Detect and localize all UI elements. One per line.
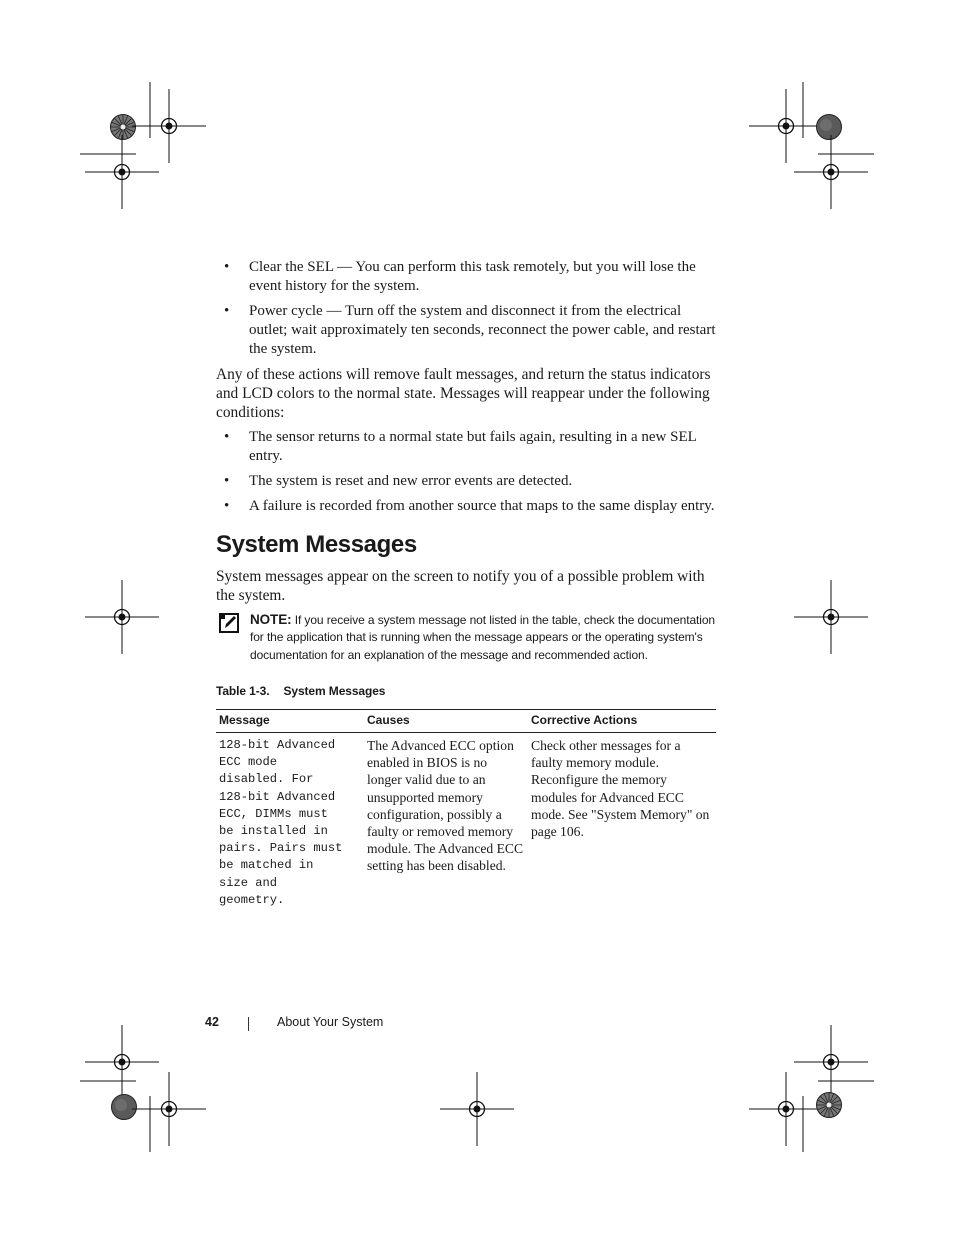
section-intro: System messages appear on the screen to notify you of a possible problem with the system. bbox=[216, 568, 705, 604]
column-header-corrective-actions: Corrective Actions bbox=[528, 709, 716, 732]
table-title: System Messages bbox=[283, 683, 386, 698]
page-content bbox=[216, 258, 716, 909]
message-cell: 128-bit Advanced ECC mode disabled. For 128-bit Advanced ECC, DIMMs must be installed in pairs. Pairs must be matched in size and geometry. bbox=[219, 737, 343, 907]
table-number: Table 1-3. bbox=[216, 683, 270, 698]
page-number: 42 bbox=[205, 1015, 219, 1029]
table-row bbox=[216, 732, 716, 909]
note-callout bbox=[216, 611, 716, 664]
column-header-causes: Causes bbox=[364, 709, 528, 732]
table-header-row bbox=[216, 709, 716, 732]
system-messages-table bbox=[216, 709, 716, 909]
list-item: • Power cycle — Turn off the system and disconnect it from the electrical outlet; wait approximately ten seconds, reconnect the power cable, and restart the system. bbox=[224, 303, 716, 357]
column-header-message: Message bbox=[216, 709, 364, 732]
list-item: • The system is reset and new error events are detected. bbox=[224, 473, 573, 489]
list-item-text: A failure is recorded from another source that maps to the same display entry. bbox=[249, 498, 715, 514]
section-heading: System Messages bbox=[216, 531, 417, 558]
note-label: NOTE: bbox=[250, 612, 292, 627]
footer-chapter-title: About Your System bbox=[277, 1015, 384, 1029]
list-item: • The sensor returns to a normal state but fails again, resulting in a new SEL entry. bbox=[224, 429, 697, 464]
body-paragraph: Any of these actions will remove fault messages, and return the status indicators and LCD colors to the normal state. Messages will reappear under the following conditions: bbox=[216, 366, 711, 421]
list-item-text: The system is reset and new error events are detected. bbox=[249, 473, 573, 489]
corrective-actions-cell: Check other messages for a faulty memory module. Reconfigure the memory modules for Advanced ECC mode. See "System Memory" on page 106. bbox=[531, 737, 710, 839]
list-item: • Clear the SEL — You can perform this task remotely, but you will lose the event history for the system. bbox=[224, 259, 696, 294]
list-item-text: Clear the SEL — You can perform this task remotely, but you will lose the event history for the system. bbox=[249, 259, 696, 294]
note-text: If you receive a system message not listed in the table, check the documentation for the application that is running when the message appears or the operating system's documentation for an explanation of the message and recommended action. bbox=[250, 613, 715, 662]
reappear-conditions-list bbox=[216, 428, 716, 516]
list-item: • A failure is recorded from another source that maps to the same display entry. bbox=[224, 498, 715, 514]
footer-divider bbox=[248, 1017, 249, 1031]
reset-options-list bbox=[216, 258, 716, 359]
causes-cell: The Advanced ECC option enabled in BIOS is no longer valid due to an unsupported memory configuration, possibly a faulty or removed memory module. The Advanced ECC setting has been disabled. bbox=[367, 737, 524, 874]
table-caption bbox=[216, 684, 716, 698]
list-item-text: Power cycle — Turn off the system and disconnect it from the electrical outlet; wait approximately ten seconds, reconnect the power cable, and restart the system. bbox=[249, 303, 716, 357]
note-pencil-icon bbox=[219, 613, 239, 633]
list-item-text: The sensor returns to a normal state but fails again, resulting in a new SEL entry. bbox=[249, 429, 697, 464]
